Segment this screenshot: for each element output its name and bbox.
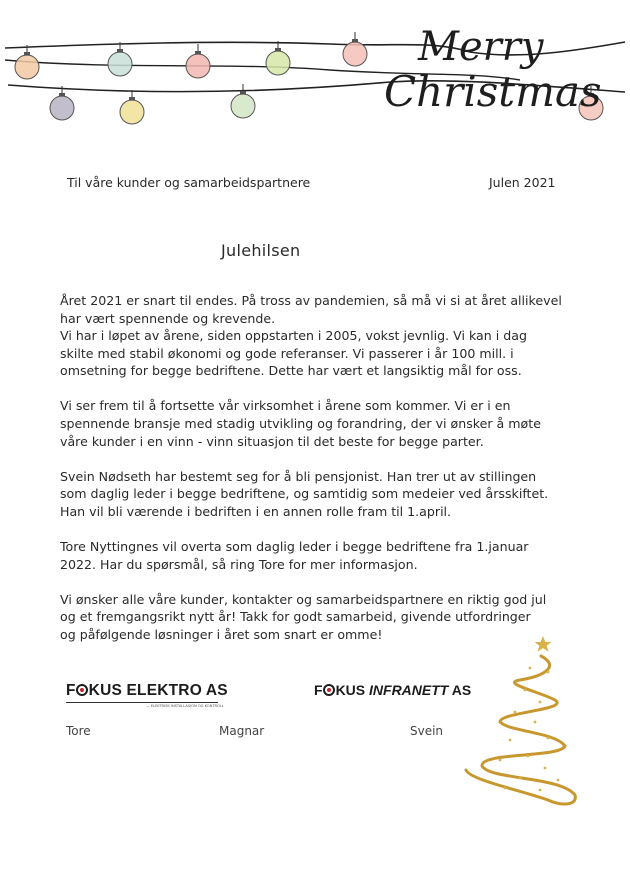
paragraph (60, 538, 575, 573)
paragraph-line: som daglig leder i begge bedriftene, og samtidig som medeier ved årsskiftet. (60, 486, 549, 502)
paragraph-line: Han vil bli værende i bedriften i en annen rolle fram til 1.april. (60, 503, 452, 519)
paragraph-line: og et fremgangsrikt nytt år! Takk for godt samarbeid, givende utfordringer (60, 609, 531, 625)
sparkle-dot (544, 767, 547, 770)
sparkle-dot (519, 777, 522, 780)
gold-ribbon-tree-icon (466, 636, 575, 804)
sparkle-dot (514, 711, 517, 714)
date-line: Julen 2021 (489, 175, 556, 190)
sparkle-dot (534, 721, 537, 724)
signature-magnar: Magnar (219, 724, 265, 738)
paragraph (60, 591, 575, 644)
paragraph (60, 292, 575, 380)
tree-sparkles (499, 667, 560, 792)
ornament-icon (120, 90, 144, 124)
paragraph-line: våre kunder i en vinn - vinn situasjon til det beste for begge parter. (60, 433, 484, 449)
letter-subject: Julehilsen (221, 241, 301, 260)
paragraph-line: spennende bransje med stadig utvikling og forandring, der vi ønsker å møte (60, 416, 541, 432)
sparkle-dot (529, 667, 532, 670)
paragraph (60, 468, 575, 521)
paragraph-line: har vært spennende og krevende. (60, 310, 276, 326)
merry-text: Merry (418, 24, 544, 70)
sparkle-dot (509, 739, 512, 742)
paragraph-line: og påfølgende løsninger i året som snart er omme! (60, 626, 383, 642)
sparkle-dot (524, 689, 527, 692)
ornament-icon (50, 86, 74, 120)
logo2-tail: AS (448, 682, 472, 698)
paragraph-line: Vi har i løpet av årene, siden oppstarten i 2005, vokst jevnlig. Vi kan i dag (60, 328, 527, 344)
ornament-icon (343, 32, 367, 66)
sparkle-dot (504, 787, 507, 790)
logo-o-icon (323, 684, 335, 696)
logo2-infra: INFRANETT (369, 682, 449, 698)
ornament-icon (108, 42, 132, 76)
ornament-icon (266, 41, 290, 75)
fokus-infranett-logo (314, 682, 474, 698)
paragraph-line: omsetning for begge bedriftene. Dette har vært et langsiktig mål for oss. (60, 363, 522, 379)
logo1-tagline: — ELEKTRISK INSTALLASJON OG KONTROLL (146, 704, 224, 708)
paragraph-line: Vi ønsker alle våre kunder, kontakter og samarbeidspartnere en riktig god jul (60, 591, 547, 607)
paragraph-line: Vi ser frem til å fortsette vår virksomhet i årene som kommer. Vi er i en (60, 398, 511, 414)
ornament-icon (186, 44, 210, 78)
logo1-suffix: KUS ELEKTRO AS (88, 682, 228, 699)
paragraph-line: 2022. Har du spørsmål, så ring Tore for mer informasjon. (60, 556, 418, 572)
sparkle-dot (539, 789, 542, 792)
paragraph (60, 397, 575, 450)
logo2-prefix: F (314, 682, 323, 698)
sparkle-dot (539, 701, 542, 704)
signature-tore: Tore (66, 724, 91, 738)
sparkle-dot (547, 671, 550, 674)
recipient-line: Til våre kunder og samarbeidspartnere (67, 175, 311, 190)
paragraph-line: skilte med stabil økonomi og gode referanser. Vi passerer i år 100 mill. i (60, 345, 514, 361)
ornament-icon (15, 45, 39, 79)
sparkle-dot (527, 755, 530, 758)
logo-o-icon (76, 684, 88, 696)
sparkle-dot (547, 737, 550, 740)
sparkle-dot (499, 759, 502, 762)
letter-body (60, 292, 575, 661)
logo2-suffix: KUS (335, 682, 370, 698)
signature-svein: Svein (410, 724, 444, 738)
logo1-rule (66, 702, 218, 703)
fokus-elektro-logo (66, 682, 226, 708)
paragraph-line: Tore Nyttingnes vil overta som daglig leder i begge bedriftene fra 1.januar (60, 539, 529, 555)
christmas-text: Christmas (384, 67, 602, 116)
logo1-prefix: F (66, 682, 76, 699)
tree-ribbon (466, 656, 575, 804)
ornament-icon (231, 84, 255, 118)
paragraph-line: Året 2021 er snart til endes. På tross av pandemien, så må vi si at året allikevel (60, 293, 562, 308)
sparkle-dot (557, 779, 560, 782)
paragraph-line: Svein Nødseth har bestemt seg for å bli pensjonist. Han trer ut av stillingen (60, 468, 537, 484)
